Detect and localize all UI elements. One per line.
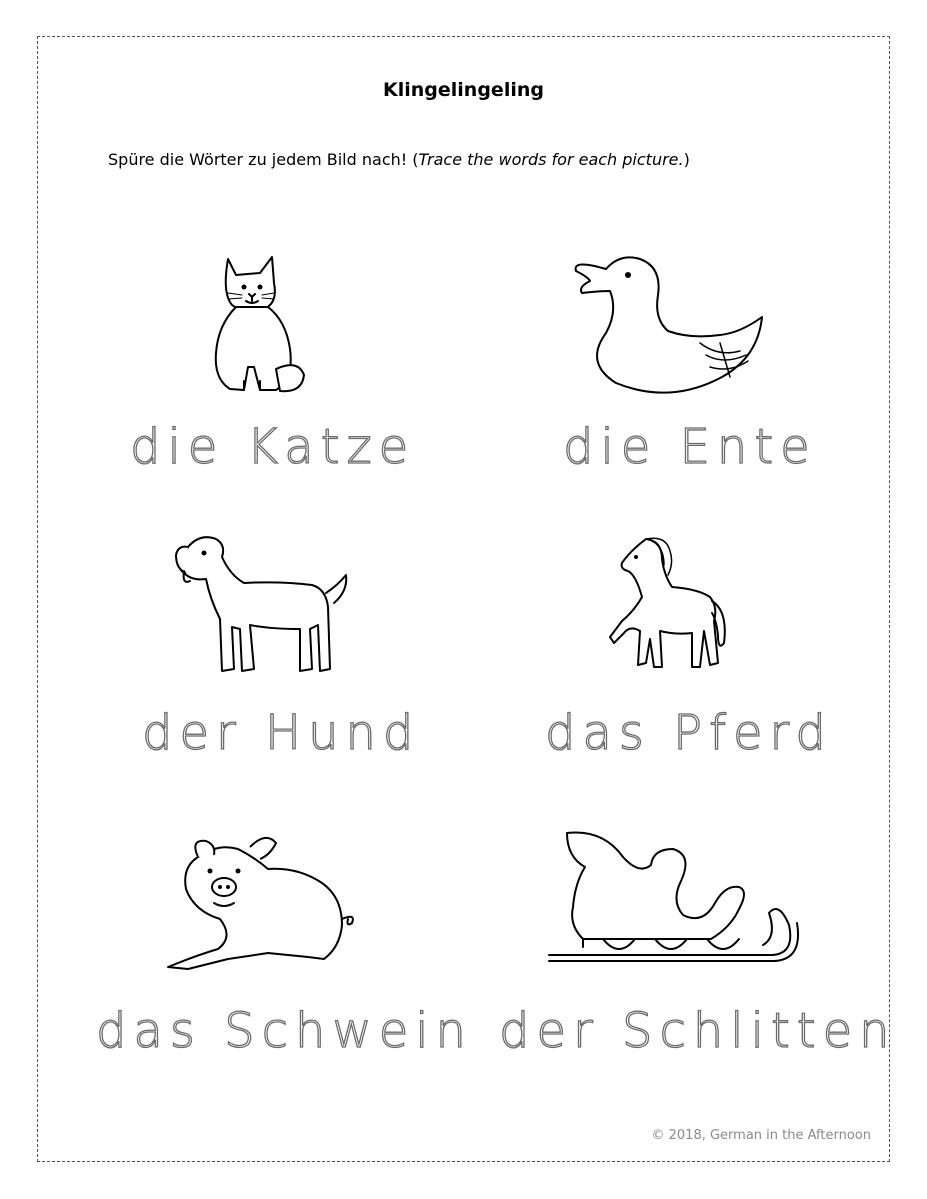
- instruction-text: [108, 150, 690, 169]
- trace-word-schlitten: der Schlitten: [499, 1003, 897, 1059]
- pig-icon: [158, 827, 358, 975]
- trace-word-katze: die Katze: [130, 419, 416, 475]
- sled-icon: [543, 827, 803, 973]
- trace-word-schwein: das Schwein: [96, 1003, 473, 1059]
- dog-icon: [170, 529, 350, 679]
- instruction-german: Spüre die Wörter zu jedem Bild nach! (: [108, 150, 419, 169]
- copyright-footer: © 2018, German in the Afternoon: [651, 1128, 871, 1143]
- worksheet-page: [37, 36, 897, 1162]
- horse-icon: [606, 535, 730, 681]
- instruction-close: ): [683, 150, 690, 169]
- duck-icon: [570, 247, 770, 395]
- instruction-english: Trace the words for each picture.: [418, 150, 684, 169]
- trace-word-hund: der Hund: [142, 705, 421, 761]
- cat-icon: [208, 249, 308, 397]
- page-title: Klingelingeling: [383, 79, 544, 101]
- trace-word-pferd: das Pferd: [545, 705, 833, 761]
- trace-word-ente: die Ente: [563, 419, 817, 475]
